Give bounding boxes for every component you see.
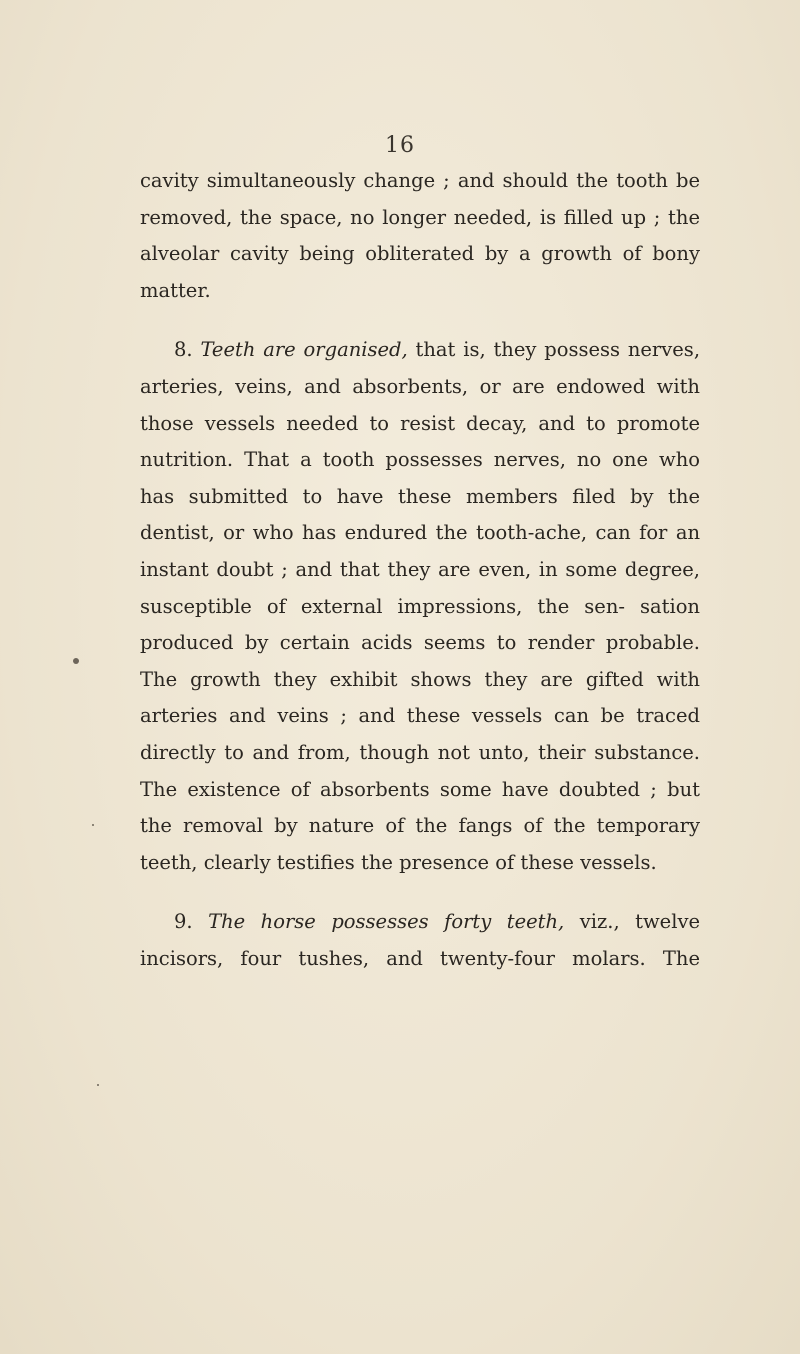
paragraph-number: 8. xyxy=(174,338,193,362)
paragraph-continuation: cavity simultaneously change ; and should the tooth be removed, the space, no longer needed, is filled up ; the alveolar cavity being obliterated by a growth of bony matter. xyxy=(140,169,700,302)
paper-speck xyxy=(97,1084,99,1086)
body-text xyxy=(140,163,700,977)
italic-heading: The horse possesses forty teeth, xyxy=(208,910,565,934)
paragraph-body: viz., twelve incisors, four tushes, and twenty-four molars. The xyxy=(140,910,701,970)
paper-speck xyxy=(73,658,79,664)
italic-heading: Teeth are organised, xyxy=(200,338,408,362)
paragraph-body: that is, they possess nerves, arteries, veins, and absorbents, or are endowed with those vessels needed to resist decay, and to promote nutrition. That a tooth possesses nerves, no one who has submitted to have these members filed by the dentist, or who has endured the tooth-ache, can for an instant doubt ; and that they are even, in some degree, susceptible of external impressions, the sen- sation produced by certain acids seems to render probable. The growth they exhibit shows they are gifted with arteries and veins ; and these vessels can be traced directly to and from, though not unto, their substance. The existence of absorbents some have doubted ; but the removal by nature of the fangs of the temporary teeth, clearly testifies the presence of these vessels. xyxy=(140,338,701,874)
paragraph-9 xyxy=(140,904,700,977)
paragraph-spacer xyxy=(140,309,700,332)
paper-speck xyxy=(92,824,94,826)
paragraph-number: 9. xyxy=(174,910,193,934)
page-number: 16 xyxy=(385,133,415,158)
paragraph-8 xyxy=(140,332,700,881)
paragraph-spacer xyxy=(140,881,700,904)
